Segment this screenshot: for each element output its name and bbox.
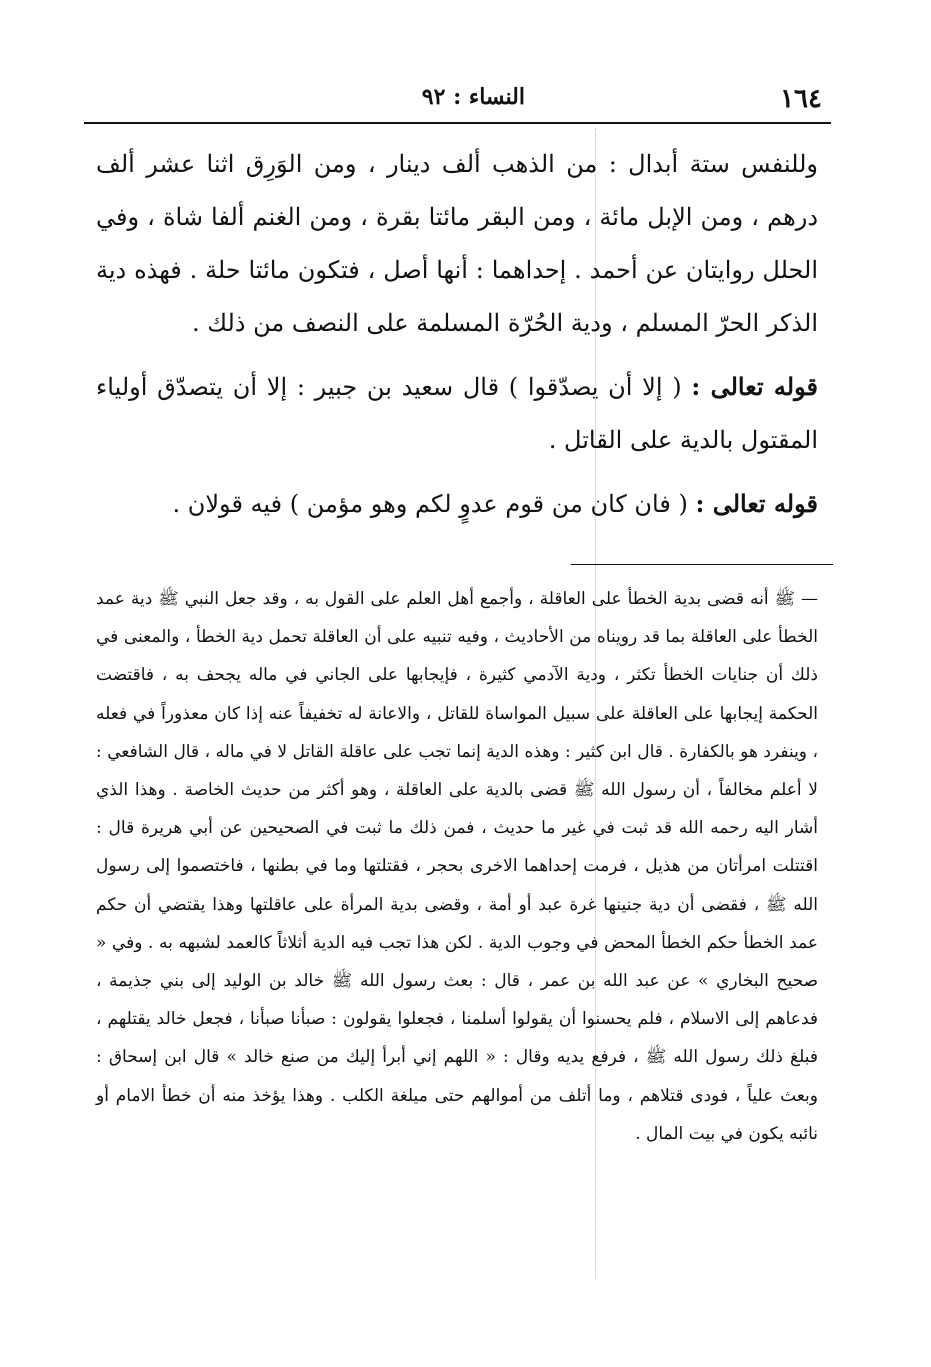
paragraph-lead: قوله تعالى : — [695, 489, 818, 518]
paragraph-text: وللنفس ستة أبدال : من الذهب ألف دينار ، ومن الوَرِق اثنا عشر ألف درهم ، ومن الإبل مائة ، ومن البقر مائتا بقرة ، ومن الغنم ألفا شاة ، وفي الحلل روايتان عن أحمد . إحداهما : أنها أصل ، فتكون مائتا حلة . فهذه دية الذكر الحرّ المسلم ، ودية الحُرّة المسلمة على النصف من ذلك . — [96, 150, 818, 337]
paragraph-fa-in-kana — [96, 477, 818, 531]
footnotes — [96, 580, 818, 1153]
header-rule — [84, 122, 831, 124]
paragraph-diya-substitutes — [96, 138, 818, 350]
paragraph-text: ( إلا أن يصدّقوا ) قال سعيد بن جبير : إلا أن يتصدّق أولياء المقتول بالدية على القاتل . — [96, 373, 818, 454]
paragraph-illa-an-yassaddaqu — [96, 360, 818, 467]
footnote-rule — [571, 564, 833, 565]
paragraph-lead: قوله تعالى : — [691, 372, 818, 401]
footnote-text: — ﷺ أنه قضى بدية الخطأ على العاقلة ، وأجمع أهل العلم على القول به ، وقد جعل النبي ﷺ دية عمد الخطأ على العاقلة بما قد رويناه من الأحاديث ، وفيه تنبيه على أن العاقلة تحمل دية الخطأ ، والمعنى في ذلك أن جنايات الخطأ تكثر ، ودية الآدمي كثيرة ، فإيجابها على الجاني في ماله يجحف به ، فاقتضت الحكمة إيجابها على العاقلة على سبيل المواساة للقاتل ، والاعانة له تخفيفاً عنه إذا كان معذوراً في فعله ، وينفرد هو بالكفارة . قال ابن كثير : وهذه الدية إنما تجب على عاقلة القاتل لا في ماله ، قال الشافعي : لا أعلم مخالفاً ، أن رسول الله ﷺ قضى بالدية على العاقلة ، وهو أكثر من حديث الخاصة . وهذا الذي أشار اليه رحمه الله قد ثبت في غير ما حديث ، فمن ذلك ما ثبت في الصحيحين عن أبي هريرة قال : اقتتلت امرأتان من هذيل ، فرمت إحداهما الاخرى بحجر ، فقتلتها وما في بطنها ، فاختصموا إلى رسول الله ﷺ ، فقضى أن دية جنينها غرة عبد أو أمة ، وقضى بدية المرأة على عاقلتها وهذا يقتضي أن حكم عمد الخطأ حكم الخطأ المحض في وجوب الدية . لكن هذا تجب فيه الدية أثلاثاً كالعمد لشبهه به . وفي « صحيح البخاري » عن عبد الله بن عمر ، قال : بعث رسول الله ﷺ خالد بن الوليد إلى بني جذيمة ، فدعاهم إلى الاسلام ، فلم يحسنوا أن يقولوا أسلمنا ، فجعلوا يقولون : صبأنا صبأنا ، فجعل خالد يقتلهم ، فبلغ ذلك رسول الله ﷺ ، فرفع يديه وقال : « اللهم إني أبرأ إليك من صنع خالد » قال ابن إسحاق : وبعث علياً ، فودى قتلاهم ، وما أتلف من أموالهم حتى ميلغة الكلب . وهذا يؤخذ منه أن خطأ الامام أو نائبه يكون في بيت المال . — [96, 589, 818, 1144]
running-title: النساء : ٩٢ — [421, 84, 525, 110]
page-number: ١٦٤ — [780, 84, 822, 114]
paragraph-text: ( فان كان من قوم عدوٍ لكم وهو مؤمن ) فيه قولان . — [172, 490, 688, 518]
page-header — [84, 78, 830, 114]
main-text — [96, 138, 818, 531]
